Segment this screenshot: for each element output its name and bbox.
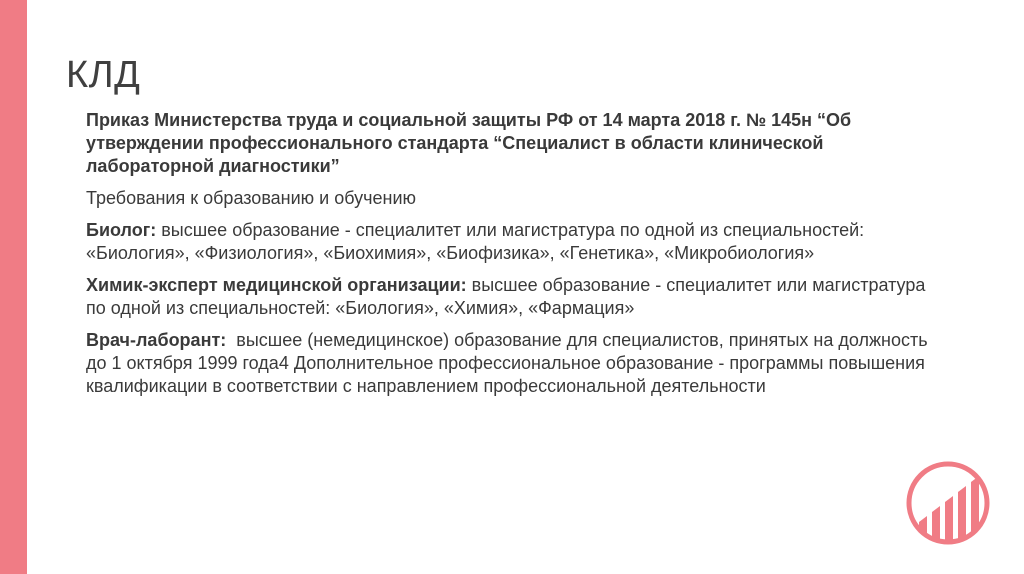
role-label: Биолог: (86, 220, 157, 240)
slide-title: КЛД (66, 54, 141, 96)
requirement-item-biologist (86, 219, 946, 265)
requirement-item-chemist (86, 274, 946, 320)
slide-content (86, 109, 946, 407)
growth-chart-circle-icon (905, 460, 991, 546)
requirement-item-lab-doctor (86, 329, 946, 398)
role-label: Врач-лаборант: (86, 330, 227, 350)
role-text: высшее образование - специалитет или магистратура по одной из специальностей: «Биология», «Химия», «Фармация» (86, 275, 926, 318)
order-text: Приказ Министерства труда и социальной защиты РФ от 14 марта 2018 г. № 145н “Об утверждении профессионального стандарта “Специалист в области клинической лабораторной диагностики” (86, 110, 852, 176)
role-label: Химик-эксперт медицинской организации: (86, 275, 467, 295)
requirements-heading: Требования к образованию и обучению (86, 188, 417, 208)
role-text: высшее (немедицинское) образование для специалистов, принятых на должность до 1 октября 1999 года4 Дополнительное профессиональное образование - программы повышения квалификации в соответствии с направлением профессиональной деятельности (86, 330, 933, 396)
accent-bar (0, 0, 27, 574)
role-text: высшее образование - специалитет или магистратура по одной из специальностей: «Биология», «Физиология», «Биохимия», «Биофизика», «Генетика», «Микробиология» (86, 220, 865, 263)
